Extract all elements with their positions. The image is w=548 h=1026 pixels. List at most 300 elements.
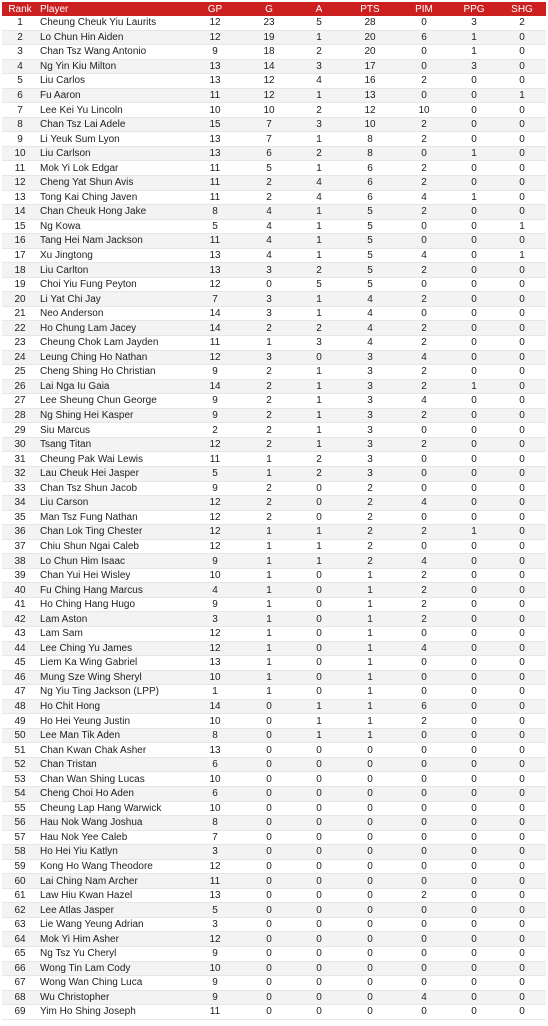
cell-gp: 12 [188,30,242,45]
cell-gp: 9 [188,408,242,423]
table-row [2,917,546,932]
table-row [2,670,546,685]
cell-player: Siu Marcus [38,423,188,438]
cell-gp: 13 [188,132,242,147]
cell-rank: 17 [2,248,38,263]
cell-player: Lam Aston [38,612,188,627]
cell-ppg: 0 [450,888,498,903]
cell-ppg: 0 [450,336,498,351]
cell-shg: 1 [498,88,546,103]
cell-shg: 0 [498,772,546,787]
table-row [2,597,546,612]
cell-ppg: 0 [450,277,498,292]
cell-rank: 18 [2,263,38,278]
cell-g: 1 [242,685,296,700]
cell-ppg: 0 [450,874,498,889]
cell-player: Mok Yi Him Asher [38,932,188,947]
cell-player: Hau Nok Wang Joshua [38,816,188,831]
cell-pim: 4 [398,248,450,263]
cell-pim: 0 [398,830,450,845]
cell-player: Ho Ching Hang Hugo [38,597,188,612]
cell-shg: 0 [498,510,546,525]
cell-player: Chan Lok Ting Chester [38,525,188,540]
cell-pts: 0 [342,917,398,932]
cell-player: Wong Tin Lam Cody [38,961,188,976]
cell-pim: 0 [398,903,450,918]
cell-player: Lai Ching Nam Archer [38,874,188,889]
cell-shg: 0 [498,481,546,496]
cell-a: 1 [296,728,342,743]
cell-gp: 13 [188,59,242,74]
cell-gp: 3 [188,845,242,860]
cell-rank: 61 [2,888,38,903]
cell-player: Leung Ching Ho Nathan [38,350,188,365]
cell-rank: 52 [2,757,38,772]
header-rank[interactable]: Rank [2,2,38,16]
cell-a: 1 [296,714,342,729]
table-row [2,336,546,351]
cell-player: Ho Chit Hong [38,699,188,714]
cell-pim: 0 [398,786,450,801]
cell-ppg: 0 [450,626,498,641]
cell-pts: 6 [342,161,398,176]
cell-a: 0 [296,641,342,656]
cell-shg: 0 [498,365,546,380]
cell-rank: 16 [2,234,38,249]
cell-player: Chan Cheuk Hong Jake [38,205,188,220]
cell-pts: 2 [342,554,398,569]
cell-ppg: 0 [450,205,498,220]
cell-shg: 0 [498,699,546,714]
cell-pts: 0 [342,786,398,801]
cell-rank: 40 [2,583,38,598]
cell-pts: 0 [342,976,398,991]
cell-shg: 0 [498,496,546,511]
cell-shg: 0 [498,336,546,351]
cell-player: Chan Tsz Wang Antonio [38,45,188,60]
cell-shg: 0 [498,583,546,598]
cell-gp: 9 [188,976,242,991]
cell-pim: 2 [398,437,450,452]
cell-rank: 49 [2,714,38,729]
cell-g: 14 [242,59,296,74]
cell-g: 1 [242,539,296,554]
cell-rank: 37 [2,539,38,554]
cell-gp: 12 [188,641,242,656]
cell-pts: 1 [342,626,398,641]
cell-pts: 0 [342,903,398,918]
cell-rank: 27 [2,394,38,409]
cell-shg: 0 [498,437,546,452]
table-row [2,976,546,991]
cell-pts: 10 [342,117,398,132]
cell-player: Cheng Shing Ho Christian [38,365,188,380]
cell-a: 4 [296,74,342,89]
cell-rank: 13 [2,190,38,205]
cell-rank: 20 [2,292,38,307]
cell-rank: 23 [2,336,38,351]
header-g[interactable]: G [242,2,296,16]
cell-pim: 0 [398,234,450,249]
table-row [2,248,546,263]
cell-pts: 3 [342,350,398,365]
cell-g: 3 [242,306,296,321]
cell-player: Lee Man Tik Aden [38,728,188,743]
cell-player: Mung Sze Wing Sheryl [38,670,188,685]
cell-g: 7 [242,117,296,132]
cell-pts: 4 [342,321,398,336]
cell-pts: 1 [342,656,398,671]
cell-rank: 28 [2,408,38,423]
cell-pim: 0 [398,685,450,700]
cell-g: 0 [242,757,296,772]
cell-rank: 54 [2,786,38,801]
cell-g: 0 [242,874,296,889]
cell-gp: 10 [188,961,242,976]
table-row [2,16,546,30]
table-row [2,481,546,496]
cell-g: 0 [242,961,296,976]
cell-rank: 33 [2,481,38,496]
cell-ppg: 0 [450,728,498,743]
cell-rank: 53 [2,772,38,787]
cell-rank: 19 [2,277,38,292]
cell-rank: 5 [2,74,38,89]
cell-player: Chan Tristan [38,757,188,772]
cell-rank: 63 [2,917,38,932]
cell-ppg: 1 [450,45,498,60]
cell-rank: 25 [2,365,38,380]
cell-player: Chan Yui Hei Wisley [38,568,188,583]
cell-rank: 32 [2,466,38,481]
cell-shg: 0 [498,525,546,540]
cell-a: 4 [296,176,342,191]
cell-g: 2 [242,481,296,496]
cell-pim: 2 [398,292,450,307]
table-row [2,146,546,161]
cell-rank: 34 [2,496,38,511]
cell-pim: 2 [398,74,450,89]
cell-shg: 0 [498,554,546,569]
cell-a: 0 [296,685,342,700]
cell-player: Ho Hei Yeung Justin [38,714,188,729]
table-row [2,161,546,176]
cell-pim: 0 [398,917,450,932]
cell-g: 2 [242,379,296,394]
cell-ppg: 0 [450,103,498,118]
cell-pim: 4 [398,190,450,205]
cell-rank: 26 [2,379,38,394]
cell-pts: 4 [342,306,398,321]
cell-a: 2 [296,45,342,60]
cell-gp: 5 [188,219,242,234]
cell-pim: 0 [398,481,450,496]
header-pim[interactable]: PIM [398,2,450,16]
cell-ppg: 0 [450,496,498,511]
cell-pts: 6 [342,176,398,191]
cell-shg: 0 [498,277,546,292]
cell-gp: 14 [188,306,242,321]
cell-shg: 0 [498,990,546,1005]
cell-a: 3 [296,336,342,351]
cell-pim: 2 [398,176,450,191]
cell-ppg: 0 [450,976,498,991]
cell-ppg: 0 [450,932,498,947]
cell-shg: 0 [498,626,546,641]
cell-gp: 13 [188,263,242,278]
cell-rank: 1 [2,16,38,30]
cell-gp: 11 [188,88,242,103]
table-row [2,408,546,423]
cell-a: 0 [296,772,342,787]
cell-pim: 0 [398,539,450,554]
cell-rank: 29 [2,423,38,438]
cell-pim: 2 [398,888,450,903]
cell-ppg: 0 [450,685,498,700]
table-row [2,74,546,89]
cell-player: Hau Nok Yee Caleb [38,830,188,845]
cell-shg: 0 [498,292,546,307]
cell-pim: 0 [398,277,450,292]
cell-g: 0 [242,743,296,758]
table-row [2,394,546,409]
cell-player: Xu Jingtong [38,248,188,263]
cell-pim: 2 [398,132,450,147]
cell-ppg: 0 [450,161,498,176]
cell-pts: 13 [342,88,398,103]
cell-pim: 2 [398,597,450,612]
cell-pts: 0 [342,859,398,874]
cell-rank: 44 [2,641,38,656]
cell-rank: 50 [2,728,38,743]
cell-pts: 3 [342,437,398,452]
cell-ppg: 0 [450,917,498,932]
header-pts[interactable]: PTS [342,2,398,16]
cell-pts: 0 [342,932,398,947]
cell-pts: 4 [342,292,398,307]
cell-player: Cheung Lap Hang Warwick [38,801,188,816]
cell-g: 1 [242,597,296,612]
cell-rank: 55 [2,801,38,816]
cell-a: 0 [296,932,342,947]
cell-g: 19 [242,30,296,45]
table-row [2,728,546,743]
cell-shg: 0 [498,903,546,918]
cell-a: 0 [296,845,342,860]
table-row [2,699,546,714]
header-player[interactable]: Player [38,2,188,16]
cell-player: Lee Ching Yu James [38,641,188,656]
table-row [2,525,546,540]
cell-pim: 0 [398,59,450,74]
cell-ppg: 0 [450,859,498,874]
cell-pts: 3 [342,394,398,409]
cell-ppg: 3 [450,59,498,74]
table-row [2,365,546,380]
cell-rank: 12 [2,176,38,191]
cell-gp: 12 [188,510,242,525]
cell-gp: 11 [188,452,242,467]
cell-pts: 6 [342,190,398,205]
cell-rank: 3 [2,45,38,60]
cell-a: 0 [296,597,342,612]
cell-gp: 14 [188,699,242,714]
cell-pts: 1 [342,714,398,729]
cell-ppg: 0 [450,670,498,685]
cell-pts: 1 [342,583,398,598]
cell-g: 1 [242,612,296,627]
table-row [2,612,546,627]
cell-a: 1 [296,539,342,554]
header-ppg[interactable]: PPG [450,2,498,16]
cell-a: 0 [296,888,342,903]
cell-player: Liu Carlos [38,74,188,89]
cell-rank: 14 [2,205,38,220]
header-row [2,2,546,16]
cell-gp: 14 [188,379,242,394]
cell-ppg: 0 [450,452,498,467]
cell-ppg: 0 [450,612,498,627]
cell-gp: 9 [188,990,242,1005]
cell-rank: 36 [2,525,38,540]
cell-ppg: 0 [450,88,498,103]
cell-gp: 14 [188,321,242,336]
cell-ppg: 0 [450,903,498,918]
cell-pts: 2 [342,496,398,511]
cell-g: 12 [242,88,296,103]
cell-pts: 0 [342,874,398,889]
cell-player: Man Tsz Fung Nathan [38,510,188,525]
cell-a: 1 [296,205,342,220]
cell-shg: 0 [498,801,546,816]
table-row [2,845,546,860]
cell-pts: 1 [342,728,398,743]
cell-shg: 0 [498,74,546,89]
cell-gp: 13 [188,888,242,903]
cell-a: 0 [296,350,342,365]
cell-gp: 12 [188,16,242,30]
cell-rank: 45 [2,656,38,671]
cell-a: 1 [296,234,342,249]
cell-gp: 5 [188,466,242,481]
cell-pts: 8 [342,132,398,147]
table-row [2,452,546,467]
cell-g: 2 [242,510,296,525]
cell-gp: 10 [188,801,242,816]
cell-pts: 2 [342,539,398,554]
cell-shg: 0 [498,30,546,45]
cell-player: Li Yeuk Sum Lyon [38,132,188,147]
header-a[interactable]: A [296,2,342,16]
cell-a: 0 [296,830,342,845]
cell-a: 1 [296,394,342,409]
cell-shg: 0 [498,306,546,321]
header-shg[interactable]: SHG [498,2,546,16]
cell-a: 1 [296,161,342,176]
table-row [2,685,546,700]
cell-player: Lo Chun Him Isaac [38,554,188,569]
cell-shg: 0 [498,394,546,409]
cell-gp: 6 [188,757,242,772]
table-row [2,45,546,60]
cell-player: Kong Ho Wang Theodore [38,859,188,874]
table-row [2,990,546,1005]
cell-gp: 12 [188,496,242,511]
table-row [2,321,546,336]
cell-player: Li Yat Chi Jay [38,292,188,307]
cell-ppg: 0 [450,408,498,423]
cell-pts: 0 [342,1005,398,1020]
cell-pim: 0 [398,947,450,962]
header-gp[interactable]: GP [188,2,242,16]
cell-a: 3 [296,59,342,74]
cell-a: 2 [296,321,342,336]
cell-g: 2 [242,394,296,409]
cell-shg: 0 [498,452,546,467]
cell-g: 4 [242,248,296,263]
cell-rank: 22 [2,321,38,336]
cell-ppg: 0 [450,292,498,307]
cell-gp: 4 [188,583,242,598]
cell-player: Lee Kei Yu Lincoln [38,103,188,118]
cell-ppg: 0 [450,263,498,278]
cell-ppg: 0 [450,786,498,801]
cell-pts: 0 [342,888,398,903]
cell-pim: 0 [398,743,450,758]
cell-player: Chiu Shun Ngai Caleb [38,539,188,554]
cell-ppg: 0 [450,321,498,336]
cell-g: 0 [242,947,296,962]
cell-player: Ng Shing Hei Kasper [38,408,188,423]
cell-ppg: 0 [450,350,498,365]
cell-pts: 0 [342,757,398,772]
cell-shg: 0 [498,379,546,394]
cell-gp: 6 [188,786,242,801]
cell-shg: 0 [498,146,546,161]
table-row [2,59,546,74]
cell-gp: 13 [188,248,242,263]
cell-player: Chan Wan Shing Lucas [38,772,188,787]
cell-a: 5 [296,277,342,292]
cell-pts: 0 [342,845,398,860]
cell-g: 3 [242,292,296,307]
cell-g: 4 [242,234,296,249]
cell-rank: 51 [2,743,38,758]
cell-gp: 12 [188,525,242,540]
cell-ppg: 1 [450,30,498,45]
cell-ppg: 0 [450,743,498,758]
cell-ppg: 0 [450,176,498,191]
table-row [2,437,546,452]
cell-rank: 21 [2,306,38,321]
cell-gp: 1 [188,685,242,700]
cell-gp: 13 [188,74,242,89]
cell-pim: 2 [398,161,450,176]
cell-pts: 0 [342,947,398,962]
cell-pim: 2 [398,336,450,351]
cell-g: 1 [242,641,296,656]
cell-pts: 5 [342,205,398,220]
cell-pts: 3 [342,423,398,438]
table-row [2,757,546,772]
cell-ppg: 0 [450,801,498,816]
table-row [2,176,546,191]
cell-a: 0 [296,656,342,671]
cell-gp: 13 [188,656,242,671]
cell-g: 18 [242,45,296,60]
cell-rank: 69 [2,1005,38,1020]
cell-a: 1 [296,292,342,307]
